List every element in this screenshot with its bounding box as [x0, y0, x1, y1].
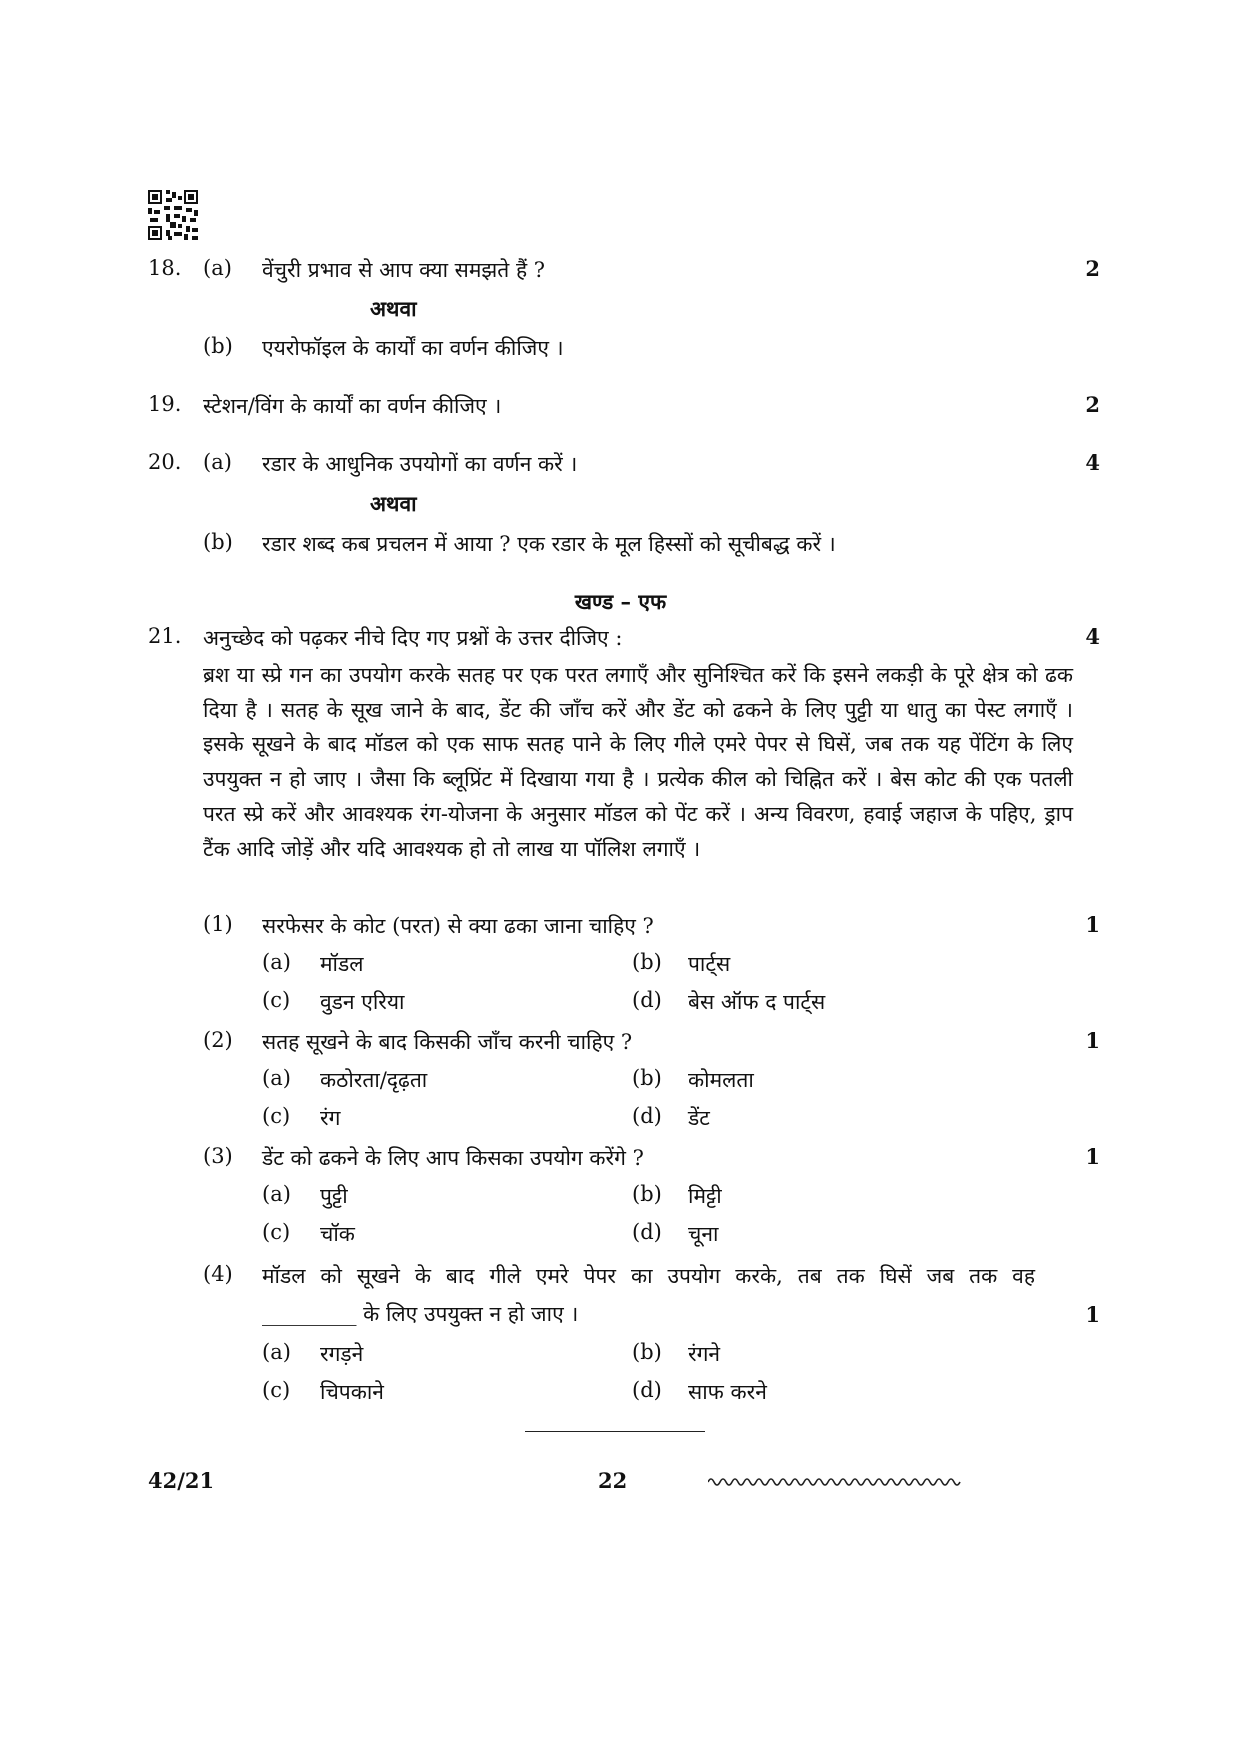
qr-code-icon: [148, 190, 198, 240]
subquestion-2-marks: 1: [1085, 1028, 1100, 1053]
page-number: 22: [598, 1468, 628, 1493]
question-18-or: अथवा: [370, 296, 417, 321]
subquestion-3-text: डेंट को ढकने के लिए आप किसका उपयोग करेंगे ?: [262, 1146, 644, 1170]
question-18a-label: (a): [203, 256, 232, 280]
question-19-text: स्टेशन/विंग के कार्यों का वर्णन कीजिए ।: [203, 394, 502, 418]
option-label: (a): [262, 950, 291, 974]
option-text: रंग: [320, 1106, 341, 1130]
paper-code: 42/21: [148, 1468, 215, 1493]
option-label: (a): [262, 1066, 291, 1090]
option-label: (d): [632, 988, 662, 1012]
question-21-number: 21.: [148, 624, 182, 648]
subquestion-4-marks: 1: [1085, 1302, 1100, 1327]
end-divider: [525, 1431, 705, 1432]
subquestion-3-marks: 1: [1085, 1144, 1100, 1169]
question-21-intro: अनुच्छेद को पढ़कर नीचे दिए गए प्रश्नों के उत्तर दीजिए :: [203, 626, 623, 650]
option-label: (c): [262, 1220, 291, 1244]
question-20b-text: रडार शब्द कब प्रचलन में आया ? एक रडार के मूल हिस्सों को सूचीबद्ध करें ।: [262, 532, 836, 556]
option-label: (c): [262, 1378, 291, 1402]
question-21-passage: ब्रश या स्प्रे गन का उपयोग करके सतह पर एक परत लगाएँ और सुनिश्चित करें कि इसने लकड़ी के पूरे क्षेत्र को ढक दिया है । सतह के सूख जाने के बाद, डेंट की जाँच करें और डेंट को ढकने के लिए पुट्टी या धातु का पेस्ट लगाएँ । इसके सूखने के बाद मॉडल को एक साफ सतह पाने के लिए गीले एमरे पेपर से घिसें, जब तक यह पेंटिंग के लिए उपयुक्त न हो जाए । जैसा कि ब्लूप्रिंट में दिखाया गया है । प्रत्येक कील को चिह्नित करें । बेस कोट की एक पतली परत स्प्रे करें और आवश्यक रंग-योजना के अनुसार मॉडल को पेंट करें । अन्य विवरण, हवाई जहाज के पहिए, ड्राप टैंक आदि जोड़ें और यदि आवश्यक हो तो लाख या पॉलिश लगाएँ ।: [203, 663, 1073, 861]
wavy-line-decoration: [708, 1474, 962, 1490]
option-text: रंगने: [688, 1342, 721, 1366]
option-text: वुडन एरिया: [320, 990, 405, 1014]
question-21-marks: 4: [1085, 624, 1100, 649]
question-19-marks: 2: [1085, 392, 1100, 417]
option-text: साफ करने: [688, 1380, 767, 1404]
section-title: खण्ड – एफ: [574, 589, 667, 614]
subquestion-4-number: (4): [203, 1262, 233, 1286]
option-text: पार्ट्स: [688, 952, 731, 976]
option-text: डेंट: [688, 1106, 710, 1130]
option-label: (d): [632, 1104, 662, 1128]
option-text: चिपकाने: [320, 1380, 384, 1404]
question-18a-text: वेंचुरी प्रभाव से आप क्या समझते हैं ?: [262, 258, 546, 282]
option-text: कोमलता: [688, 1068, 754, 1092]
option-label: (c): [262, 988, 291, 1012]
subquestion-4-text-line2: _________ के लिए उपयुक्त न हो जाए ।: [262, 1302, 579, 1326]
option-text: बेस ऑफ द पार्ट्स: [688, 990, 826, 1014]
option-label: (c): [262, 1104, 291, 1128]
option-label: (b): [632, 1340, 662, 1364]
option-text: चॉक: [320, 1222, 355, 1246]
question-18-number: 18.: [148, 256, 182, 280]
question-20b-label: (b): [203, 530, 233, 554]
question-18-marks: 2: [1085, 256, 1100, 281]
subquestion-2-text: सतह सूखने के बाद किसकी जाँच करनी चाहिए ?: [262, 1030, 633, 1054]
option-label: (b): [632, 1066, 662, 1090]
question-18b-text: एयरोफॉइल के कार्यों का वर्णन कीजिए ।: [262, 336, 564, 360]
option-label: (a): [262, 1340, 291, 1364]
question-20a-label: (a): [203, 450, 232, 474]
option-label: (b): [632, 1182, 662, 1206]
option-text: मॉडल: [320, 952, 364, 976]
subquestion-1-marks: 1: [1085, 912, 1100, 937]
option-label: (d): [632, 1378, 662, 1402]
subquestion-4-text-line1: मॉडल को सूखने के बाद गीले एमरे पेपर का उपयोग करके, तब तक घिसें जब तक वह: [262, 1264, 1035, 1288]
subquestion-2-number: (2): [203, 1028, 233, 1052]
question-20-or: अथवा: [370, 491, 417, 516]
option-text: पुट्टी: [320, 1184, 348, 1208]
option-text: कठोरता/दृढ़ता: [320, 1068, 428, 1092]
option-label: (b): [632, 950, 662, 974]
option-text: मिट्टी: [688, 1184, 722, 1208]
subquestion-1-text: सरफेसर के कोट (परत) से क्या ढका जाना चाहिए ?: [262, 914, 654, 938]
question-20-number: 20.: [148, 450, 182, 474]
subquestion-3-number: (3): [203, 1144, 233, 1168]
option-label: (a): [262, 1182, 291, 1206]
option-text: रगड़ने: [320, 1342, 364, 1366]
question-19-number: 19.: [148, 392, 182, 416]
question-20-marks: 4: [1085, 450, 1100, 475]
option-label: (d): [632, 1220, 662, 1244]
option-text: चूना: [688, 1222, 719, 1246]
question-20a-text: रडार के आधुनिक उपयोगों का वर्णन करें ।: [262, 452, 578, 476]
question-18b-label: (b): [203, 334, 233, 358]
subquestion-1-number: (1): [203, 912, 233, 936]
